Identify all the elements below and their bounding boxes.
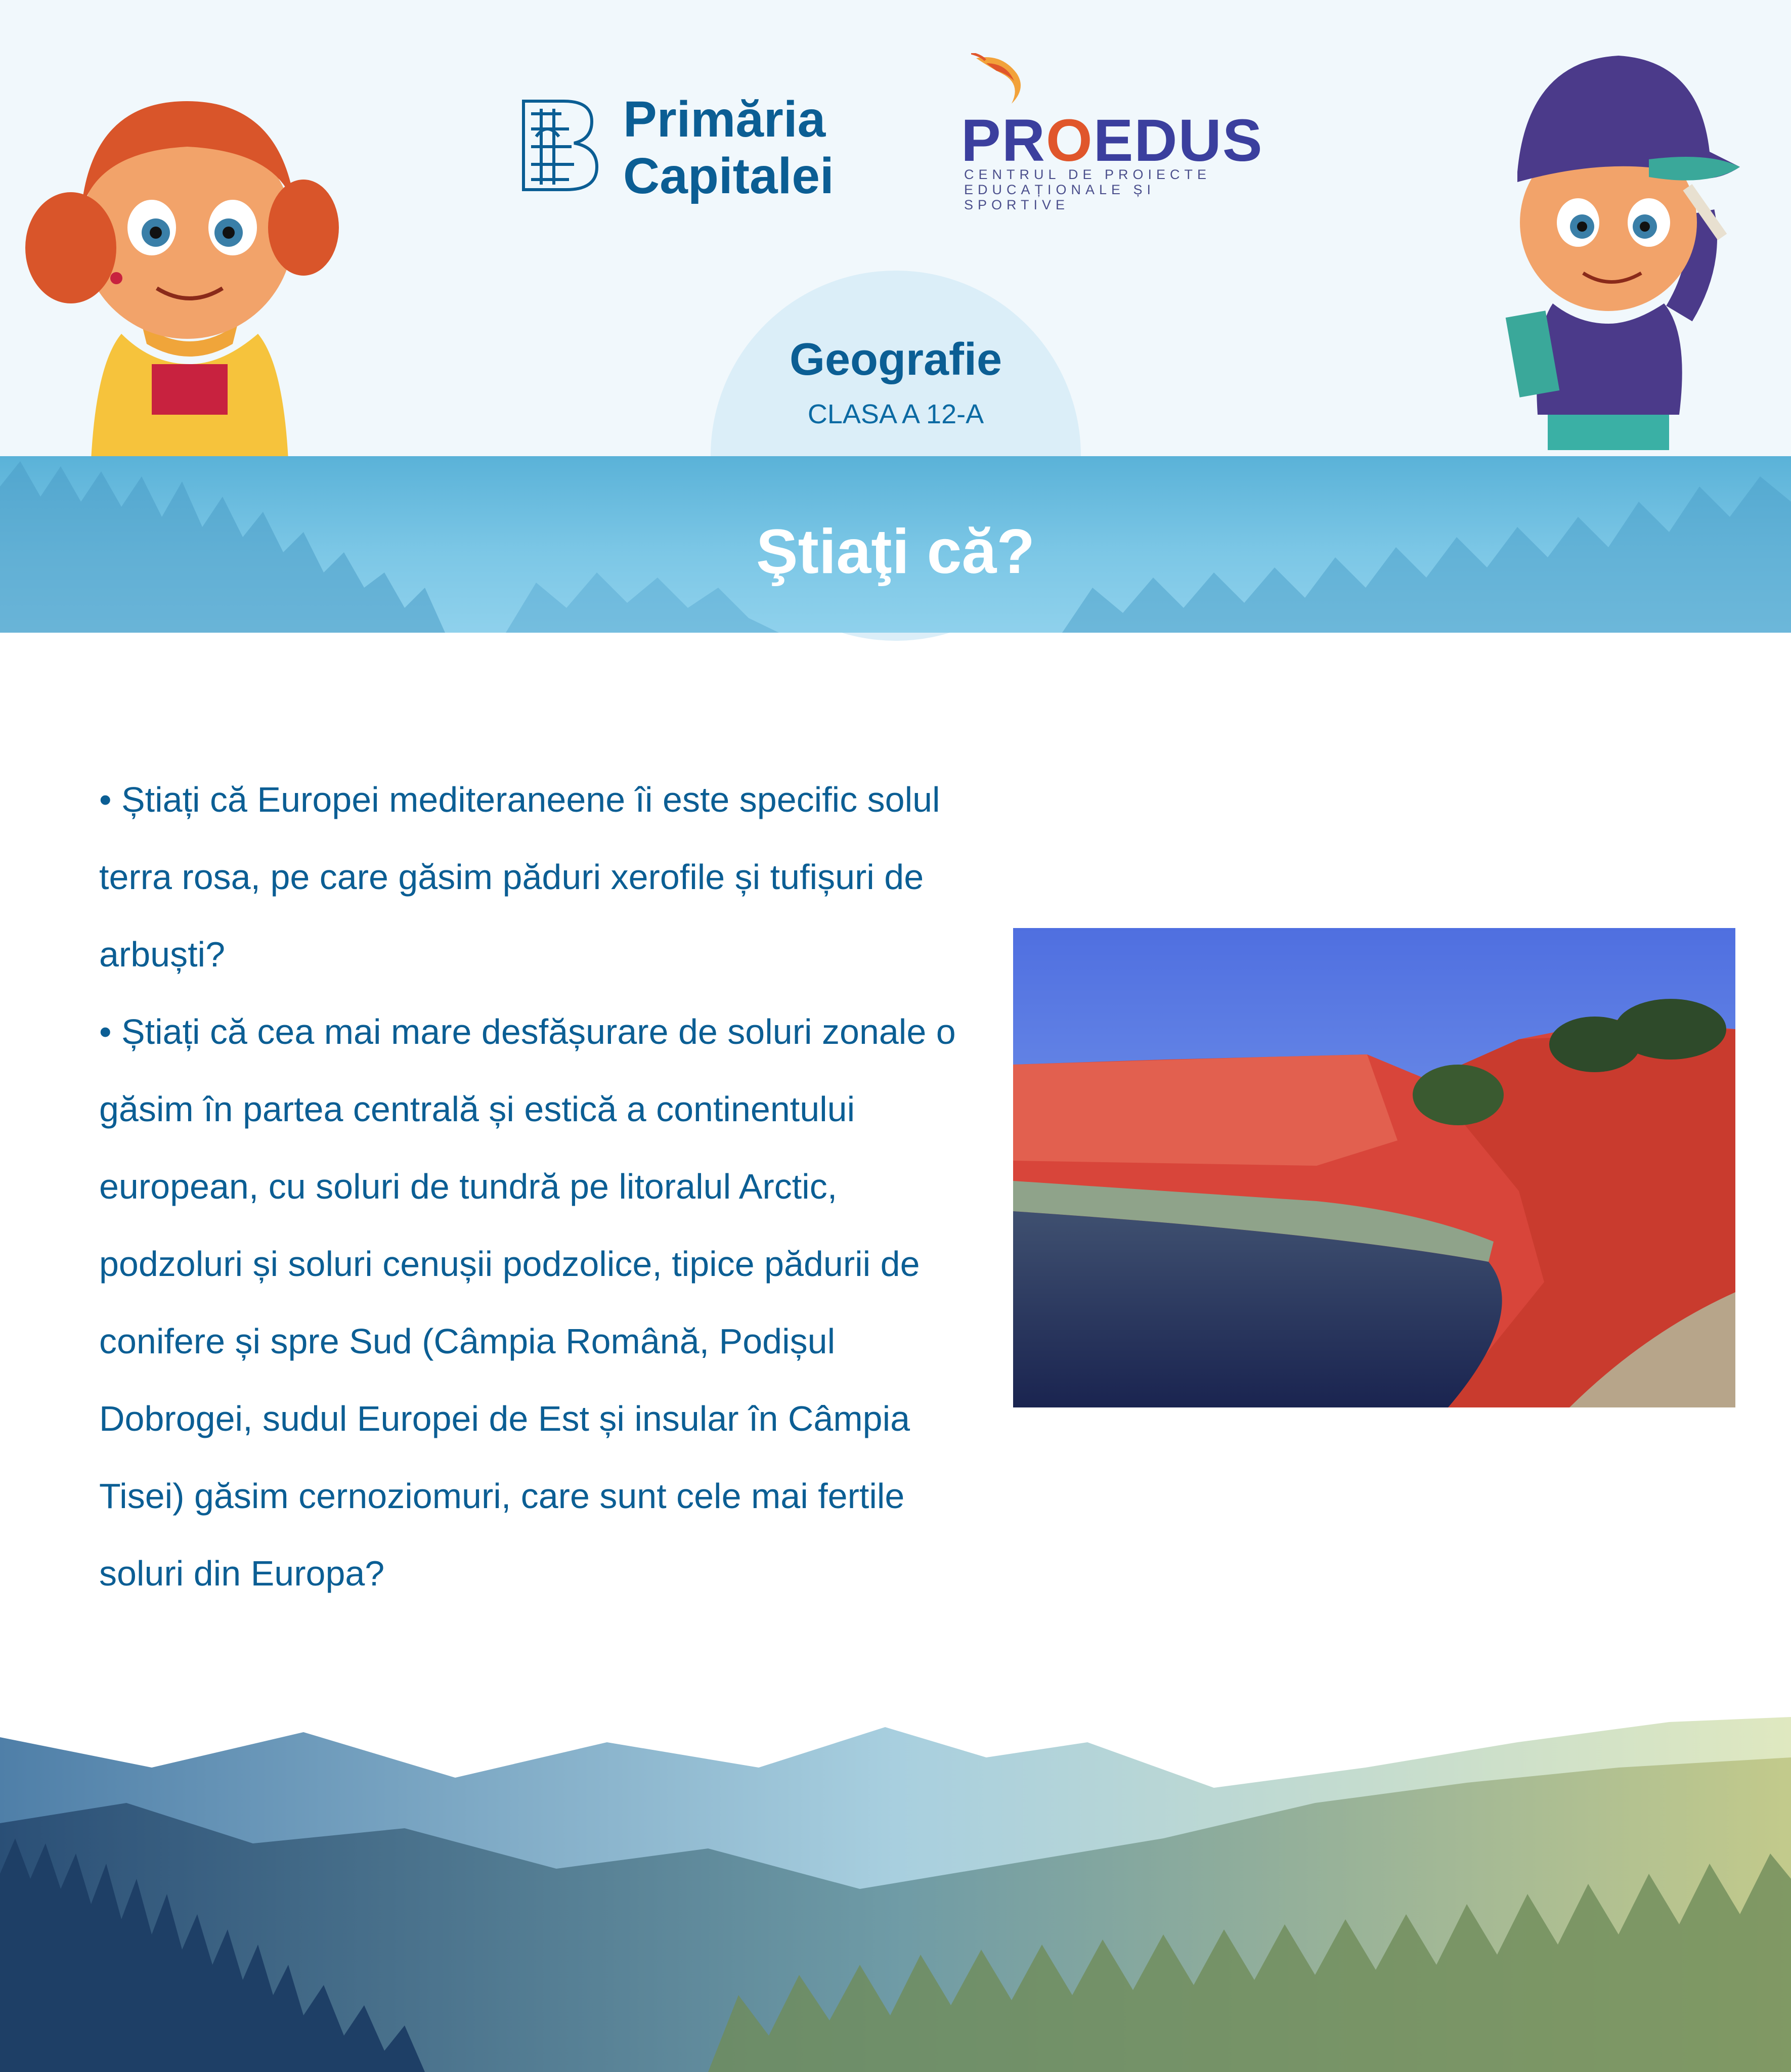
primaria-line-1: Primăria [623,91,826,148]
girl-character-icon [20,61,344,460]
proedus-edus: EDUS [1093,107,1263,174]
proedus-sub-line-1: CENTRUL DE PROIECTE [964,167,1211,182]
primaria-logo-icon [521,99,602,192]
proedus-subtitle [964,167,1257,212]
paragraph-2: • Știați că cea mai mare desfășurare de soluri zonale o găsim în partea centrală și estică a continentului european, cu soluri de tundră pe litoralul Arctic, podzoluri și soluri cenușii podzolice, tipice pădurii de conifere și spre Sud (Câmpia Română, Podișul Dobrogei, sudul Europei de Est și insular în Câmpia Tisei) găsim cernoziomuri, care sunt cele mai fertile soluri din Europa? [99,1012,956,1593]
terra-rosa-lake-photo [1013,928,1735,1407]
primaria-logo-text [623,91,834,204]
primaria-line-2: Capitalei [623,148,834,204]
proedus-flame-icon [971,53,1042,109]
grade-label: CLASA A 12-A [807,399,984,429]
proedus-logo [961,106,1263,175]
proedus-pr: PR [961,107,1046,174]
proedus-o: O [1045,107,1094,174]
subject-title: Geografie [789,334,1002,385]
banner-title: Ştiaţi că? [756,517,1035,587]
content-text [99,761,989,1612]
boy-character-icon [1497,51,1750,460]
paragraph-1: • Știați că Europei mediteraneene îi este specific solul terra rosa, pe care găsim păduri xerofile și tufișuri de arbuști? [99,780,940,974]
forest-landscape-icon [0,1712,1791,2072]
proedus-sub-line-2: EDUCAȚIONALE ȘI SPORTIVE [964,182,1156,212]
